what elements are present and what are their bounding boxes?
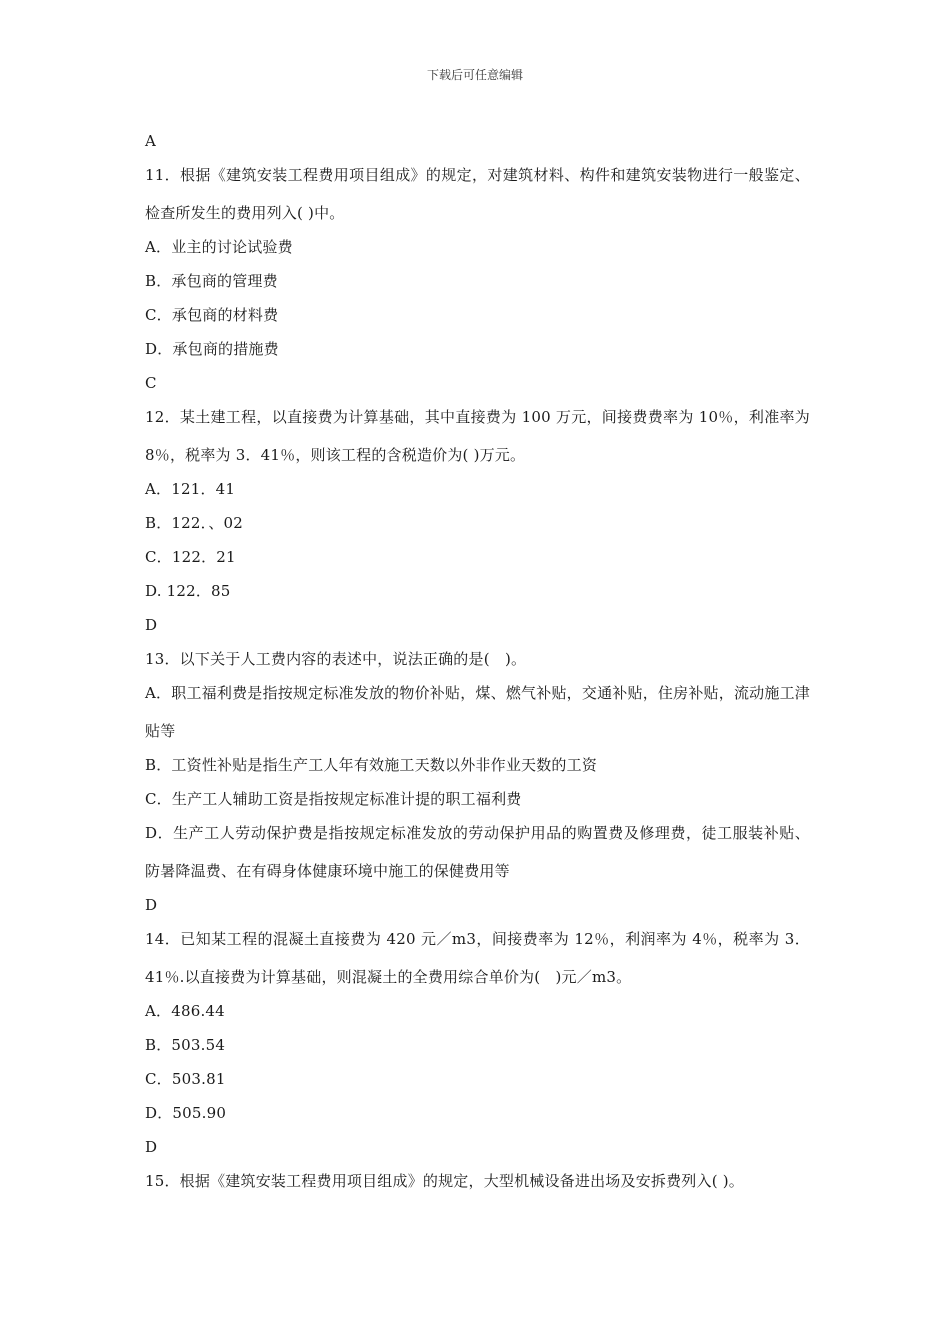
option-12-b: B．122．、02: [145, 514, 244, 532]
option-14-a: A．486.44: [145, 1002, 225, 1020]
page-header: 下载后可任意编辑: [426, 68, 523, 82]
option-11-a: A．业主的讨论试验费: [145, 238, 293, 256]
option-12-d: D. 122．85: [145, 582, 231, 600]
answer-14: D: [145, 1138, 158, 1156]
option-13-d: D．生产工人劳动保护费是指按规定标准发放的劳动保护用品的购置费及修理费，徒工服装补贴、防暑降温费、在有碍身体健康环境中施工的保健费用等: [145, 824, 810, 880]
answer-12: D: [145, 616, 158, 634]
answer-10: A: [145, 132, 157, 150]
question-12: 12．某土建工程，以直接费为计算基础，其中直接费为 100 万元，间接费费率为 10％，利准率为 8％，税率为 3．41％，则该工程的含税造价为( )万元。: [145, 408, 810, 464]
question-11: 11．根据《建筑安装工程费用项目组成》的规定，对建筑材料、构件和建筑安装物进行一般鉴定、检查所发生的费用列入( )中。: [145, 166, 810, 222]
option-12-c: C．122．21: [145, 548, 236, 566]
option-11-b: B．承包商的管理费: [145, 272, 278, 290]
question-13: 13．以下关于人工费内容的表述中，说法正确的是( )。: [145, 650, 527, 668]
option-14-b: B．503.54: [145, 1036, 226, 1054]
option-11-d: D．承包商的措施费: [145, 340, 279, 358]
option-13-a: A．职工福利费是指按规定标准发放的物价补贴，煤、燃气补贴，交通补贴，住房补贴，流动施工津贴等: [145, 684, 810, 740]
option-14-d: D．505.90: [145, 1104, 227, 1122]
question-15: 15．根据《建筑安装工程费用项目组成》的规定，大型机械设备进出场及安拆费列入( )。: [145, 1172, 744, 1190]
option-12-a: A．121．41: [145, 480, 236, 498]
question-14: 14．已知某工程的混凝土直接费为 420 元／m3，间接费率为 12％，利润率为 4％，税率为 3．41％.以直接费为计算基础，则混凝土的全费用综合单价为( )元／m3。: [145, 930, 810, 986]
option-13-b: B．工资性补贴是指生产工人年有效施工天数以外非作业天数的工资: [145, 756, 598, 774]
document-body: [145, 124, 810, 1198]
option-13-c: C．生产工人辅助工资是指按规定标准计提的职工福利费: [145, 790, 522, 808]
answer-13: D: [145, 896, 158, 914]
option-11-c: C．承包商的材料费: [145, 306, 279, 324]
option-14-c: C．503.81: [145, 1070, 226, 1088]
answer-11: C: [145, 374, 157, 392]
